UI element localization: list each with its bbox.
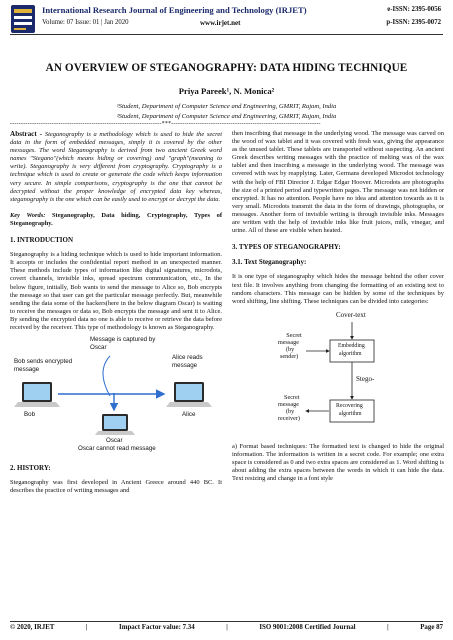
- footer-rule: [10, 621, 443, 622]
- footer-impact-factor: Impact Factor value: 7.34: [119, 624, 195, 631]
- paper-title: AN OVERVIEW OF STEGANOGRAPHY: DATA HIDING TECHNIQUE: [45, 62, 408, 74]
- footer-iso: ISO 9001:2008 Certified Journal: [259, 624, 356, 631]
- section-heading-introduction: 1. INTRODUCTION: [10, 236, 74, 245]
- figure2-secret-2d: receiver): [278, 414, 300, 422]
- introduction-text: Steganography is a hiding technique which is used to hide important information. It accepts or includes the confidential report method in an unexpected manner. These methods include types of information like digital signatures, microdots, covert channels, invisible inks, spread spectrum communication, etc., In the below figure, initially, Bob wants to send the message to Alice so, Bob encrypts the message so that user can get the particular message perfectly. But, meanwhile sending the data some of the hackers(here in the below diagram Oscar) is waiting to receive the messages or data so, Bob encrypts the message and sent it to Alice. By sending the encrypted data no one is able to receive or retrieve the data before received by the receiver. This type of methodology is known as Steganography.: [10, 251, 222, 331]
- figure-label-bob-sends-2: message: [14, 366, 40, 374]
- figure2-secret-1c: (by: [286, 345, 295, 353]
- irjet-logo: [10, 4, 36, 34]
- section-heading-history: 2. HISTORY:: [10, 464, 51, 473]
- footer-sep-2: |: [226, 624, 228, 631]
- keywords-text: Steganography, Data hiding, Cryptography, Types of Steganography.: [10, 211, 222, 227]
- journal-header: [0, 0, 453, 40]
- footer-sep-1: |: [85, 624, 88, 631]
- affiliation-2: ²Student, Department of Computer Science and Engineering, GMRIT, Rajam, India: [116, 113, 337, 120]
- journal-website[interactable]: www.irjet.net: [200, 19, 241, 27]
- figure2-graphics: [232, 310, 444, 435]
- eissn: e-ISSN: 2395-0056: [387, 6, 441, 13]
- paper-authors: Priya Pareek¹, N. Monica²: [178, 86, 275, 96]
- alice-laptop-icon: [166, 382, 212, 407]
- abstract-text: Steganography is a methodology which is used to hide the secret data in the form of embedded messages, simply it is covered by the other messages. The word Steganography is derived from two ancient Greek word names "Stegano"(which means hiding or covering) and "graph"(meaning to write). Steganography is very different from cryptography. Cryptography is a technique which is used to create or generate the code which keeps information very secure. In simple comparisons, cryptography is the one that cannot be decrypted without the proper knowledge of encrypted data key whereas, steganography is the one which can be easily used to encrypt or decrypt the data.: [10, 131, 223, 203]
- oscar-laptop-icon: [95, 414, 135, 435]
- volume-issue: Volume: 07 Issue: 01 | Jan 2020: [42, 19, 129, 26]
- bob-laptop-icon: [14, 382, 60, 407]
- figure2-secret-1a: Secret: [286, 331, 302, 339]
- text-steganography-figure: [232, 310, 444, 435]
- journal-name: International Research Journal of Engineering and Technology (IRJET): [42, 5, 307, 15]
- affiliation-1: ¹Student, Department of Computer Science and Engineering, GMRIT, Rajam, India: [116, 103, 337, 110]
- figure-label-oscar: Oscar: [106, 437, 123, 445]
- footer-sep-3: |: [387, 624, 389, 631]
- figure-label-alice-reads: Alice reads: [172, 354, 203, 362]
- figure2-recover-2: algorithm: [339, 410, 362, 417]
- figure2-embed-1: Embedding: [338, 342, 365, 349]
- format-based-text: a) Format based techniques: The formatted text is changed to hide the original information. The information is written in a secret code. For example; one extra space is considered as 0 and two extra spaces are considered as 1. Word shifting is about adding the extra spaces between the words in which it can hide the data. Text resizing and change in a font style: [232, 442, 444, 483]
- history-text-continued: then inscribing that message in the underlying wood. The message was carved on the wood of wax tablet and it was covered with fresh wax, giving the appearance as the unused tablet. These tablets are transported without suspecting. An ancient Greek describes writing messages with the practice of melting wax of the wax tablet and then inscribing a message in the underlying wood. The message was covered with wax by reapplying. Later, Germans developed Microdot technology with the help of FBI Director J. Edgar Edgar Hoover. Microdots are photographs the size of a printed period and typewritten pages. The message was not hidden or encrypted. It has no attention. People have no idea and attention towards as it is very small. Microdots transmit the data in the form of drawings, photographs, or messages. Another form of invisible writing is through invisible inks. Messages are written with the help of invisible inks like fruit juices, milk, vinegar, and urine. All of these are visible when heated.: [232, 130, 444, 235]
- figure-label-oscar-cannot: Oscar cannot read message: [78, 445, 156, 453]
- right-column: [232, 130, 444, 491]
- history-text: Steganography was first developed in Ancient Greece around 440 BC. It describes the practice of writing messages and: [10, 479, 222, 495]
- figure2-secret-2a: Secret: [284, 393, 300, 401]
- figure2-stego: Stego-: [356, 374, 375, 383]
- left-column: [10, 130, 222, 503]
- keywords-label: Key Words:: [10, 211, 52, 219]
- page-footer: [10, 624, 443, 631]
- figure2-secret-1d: sender): [280, 352, 299, 360]
- figure2-secret-2c: (by: [286, 407, 295, 415]
- figure2-cover-text: Cover-text: [336, 310, 366, 319]
- figure2-secret-1b: message: [278, 338, 299, 346]
- abstract-label: Abstract -: [10, 130, 45, 138]
- figure2-embed-2: algorithm: [339, 350, 362, 357]
- figure-label-captured-2: Oscar: [90, 344, 107, 352]
- steganography-figure: [10, 336, 222, 454]
- pissn: p-ISSN: 2395-0072: [386, 19, 441, 26]
- section-heading-types: 3. TYPES OF STEGANOGRAPHY:: [232, 243, 341, 252]
- keywords: [10, 212, 222, 228]
- figure-label-bob: Bob: [24, 411, 36, 419]
- separator-line: ---------------------------------------------------------------------***--------------------------------------------------------------------: [10, 121, 321, 127]
- header-rule: [10, 34, 443, 35]
- abstract: [10, 130, 222, 204]
- footer-page-number: Page 87: [420, 624, 443, 631]
- figure-label-captured: Message is captured by: [90, 336, 156, 344]
- figure2-recover-1: Recovering: [336, 402, 363, 409]
- capture-callout: [103, 356, 110, 396]
- figure-label-bob-sends: Bob sends encrypted: [14, 358, 73, 366]
- figure-label-alice: Alice: [182, 411, 196, 419]
- section-heading-text-steganography: 3.1. Text Steganography:: [232, 258, 307, 267]
- text-steganography-intro: It is one type of steganography which hides the message behind the other cover text file. It involves anything from changing the formatting of an existing text to random characters. This message can be hidden by some of the techniques by word shifting, line shifting. These techniques can be divided into categories:: [232, 273, 444, 305]
- figure-label-alice-reads-2: message: [172, 362, 198, 370]
- figure2-secret-2b: message: [278, 400, 299, 408]
- footer-copyright: © 2020, IRJET: [10, 624, 55, 631]
